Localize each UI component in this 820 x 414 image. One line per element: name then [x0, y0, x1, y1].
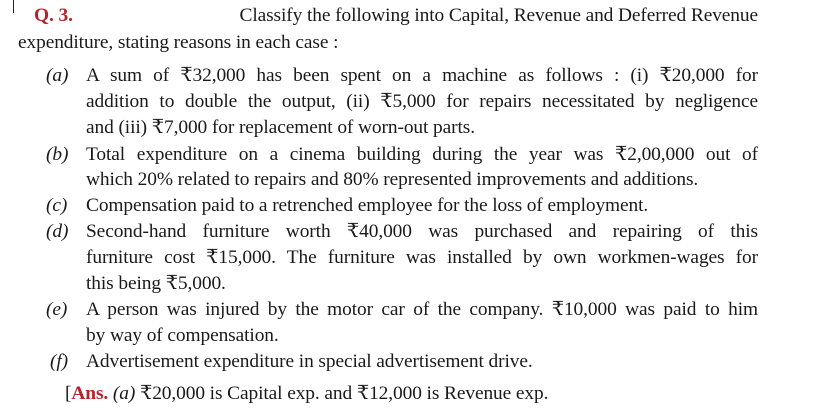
question-stem-line-1 [34, 4, 758, 28]
answer-open-bracket: [ [65, 383, 72, 404]
question-stem-text-1: Classify the following into Capital, Revenue and Deferred Revenue [239, 5, 758, 26]
item-e-line-2: by way of compensation. [86, 325, 279, 346]
answer-text: ₹20,000 is Capital exp. and ₹12,000 is Revenue exp. [139, 383, 549, 404]
answer-line [65, 382, 548, 406]
item-f-marker: (f) [50, 351, 69, 372]
item-e-line-1: A person was injured by the motor car of the company. ₹10,000 was paid to him [86, 299, 758, 320]
item-a-line-3: and (iii) ₹7,000 for replacement of worn-out parts. [86, 117, 475, 138]
item-a-marker: (a) [46, 65, 69, 86]
item-d-line-1: Second-hand furniture worth ₹40,000 was purchased and repairing of this [86, 221, 758, 242]
answer-marker: (a) [112, 383, 136, 404]
item-b-line-2: which 20% related to repairs and 80% represented improvements and additions. [86, 169, 699, 190]
item-a-line-2: addition to double the output, (ii) ₹5,000 for repairs necessitated by negligence [86, 91, 758, 112]
item-b-marker: (b) [46, 144, 69, 165]
item-f-line-1: Advertisement expenditure in special advertisement drive. [86, 351, 533, 372]
question-stem-line-2: expenditure, stating reasons in each case : [18, 32, 339, 53]
item-d-line-3: this being ₹5,000. [86, 273, 226, 294]
item-d-line-2: furniture cost ₹15,000. The furniture was installed by own workmen-wages for [86, 247, 758, 268]
answer-label: Ans. [71, 383, 109, 404]
margin-rule [13, 0, 14, 13]
item-b-line-1: Total expenditure on a cinema building during the year was ₹2,00,000 out of [86, 144, 758, 165]
item-a-line-1: A sum of ₹32,000 has been spent on a machine as follows : (i) ₹20,000 for [86, 65, 758, 86]
question-label: Q. 3. [34, 5, 73, 26]
item-e-marker: (e) [46, 299, 68, 320]
item-d-marker: (d) [46, 221, 69, 242]
item-c-line-1: Compensation paid to a retrenched employee for the loss of employment. [86, 195, 649, 216]
item-c-marker: (c) [46, 195, 68, 216]
